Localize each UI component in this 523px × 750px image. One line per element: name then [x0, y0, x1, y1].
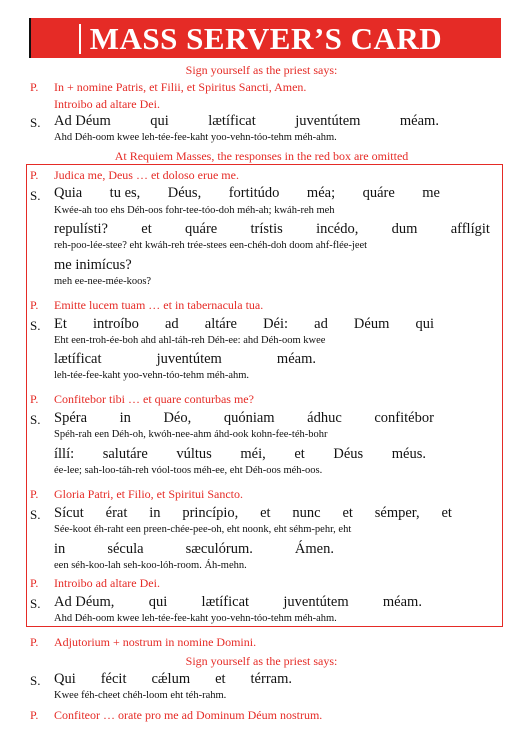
latin-word: qui [150, 113, 169, 129]
latin-line [54, 541, 334, 558]
latin-word: méam. [382, 594, 422, 610]
latin-word: et [260, 505, 271, 521]
priest-line-gloria: Gloria Patri, et Filio, et Spiritui Sancto. [54, 487, 243, 501]
priest-line-confitebor: Confitebor tibi … et quare conturbas me? [54, 392, 254, 406]
latin-word: méam. [399, 113, 439, 129]
requiem-note: At Requiem Masses, the responses in the red box are omitted [114, 149, 409, 163]
latin-word: et [342, 505, 353, 521]
phonetic-line: een séh-koo-lah seh-koo-lóh-room. Áh-mehn. [54, 560, 247, 571]
latin-word: íllí: [54, 446, 75, 462]
phonetic-line: leh-tée-fee-kaht yoo-vehn-tóo-tehm méh-ahm. [54, 370, 250, 381]
instruction-sign: Sign yourself as the priest says: [185, 654, 338, 668]
latin-line [54, 505, 452, 522]
priest-label: P. [30, 635, 39, 649]
latin-word: et [294, 446, 305, 462]
latin-word: ádhuc [307, 410, 342, 426]
latin-word: térram. [250, 671, 292, 687]
instruction-sign: Sign yourself as the priest says: [185, 63, 338, 77]
latin-word: ad [165, 316, 179, 332]
server-label: S. [30, 507, 41, 522]
phonetic-line: Kwee féh-cheet chéh-loom eht téh-rahm. [54, 690, 227, 701]
latin-word: salutáre [102, 446, 148, 462]
server-label: S. [30, 673, 41, 688]
latin-line [54, 316, 434, 333]
latin-word: qui [415, 316, 434, 332]
latin-word: méi, [240, 446, 266, 462]
phonetic-line: meh ee-nee-mée-koos? [54, 276, 152, 287]
latin-word: quáre [185, 221, 218, 237]
phonetic-line: Kwée-ah too ehs Déh-oos fohr-tee-tóo-doh méh-ah; kwáh-reh meh [54, 205, 335, 216]
latin-word: Ad Déum, [54, 594, 115, 610]
latin-line: me inimícus? [54, 257, 132, 273]
phonetic-line: Ahd Déh-oom kwee leh-tée-fee-kaht yoo-vehn-tóo-tehm méh-ahm. [54, 132, 337, 143]
latin-word: juventútem [295, 113, 361, 129]
latin-word: sécula [107, 541, 144, 557]
latin-word: Déus [333, 446, 364, 462]
latin-line [54, 221, 490, 238]
latin-word: lætíficat [201, 594, 250, 610]
phonetic-line: reh-poo-lée-stee? eht kwáh-reh trée-stees een-chéh-doh doom ahf-flée-jeet [54, 240, 368, 251]
phonetic-line: Ahd Déh-oom kwee leh-tée-fee-kaht yoo-vehn-tóo-tehm méh-ahm. [54, 613, 337, 624]
server-label: S. [30, 596, 41, 611]
latin-word: introíbo [92, 316, 139, 332]
phonetic-line: Spéh-rah een Déh-oh, kwóh-nee-ahm áhd-ook kohn-fee-téh-bohr [54, 429, 328, 440]
server-label: S. [30, 412, 41, 427]
server-label: S. [30, 318, 41, 333]
latin-word: in [119, 410, 131, 426]
latin-line [54, 446, 426, 463]
server-label: S. [30, 115, 41, 130]
latin-word: tu es, [109, 185, 141, 201]
priest-label: P. [30, 708, 39, 722]
latin-word: ad [314, 316, 328, 332]
latin-word: Spéra [54, 410, 88, 426]
latin-word: Ad Déum [54, 113, 111, 129]
phonetic-line: Eht een-troh-ée-boh ahd ahl-táh-reh Déh-ee: ahd Déh-oom kwee [54, 335, 326, 346]
latin-word: trístis [250, 221, 283, 237]
priest-line-introibo: Introibo ad altare Dei. [54, 97, 160, 111]
phonetic-line: Sée-koot éh-raht een preen-chée-pee-oh, eht noonk, eht séhm-pehr, eht [54, 524, 352, 535]
title-banner [29, 18, 501, 58]
latin-word: repulísti? [54, 221, 108, 237]
latin-word: confitébor [374, 410, 434, 426]
priest-label: P. [30, 80, 39, 94]
latin-word: méus. [391, 446, 426, 462]
latin-word: fortitúdo [228, 185, 280, 201]
latin-word: méa; [306, 185, 336, 201]
latin-word: qui [148, 594, 168, 610]
priest-label: P. [30, 392, 39, 406]
latin-word: quáre [362, 185, 395, 201]
priest-line-introibo-2: Introibo ad altare Dei. [54, 576, 160, 590]
latin-word: et [141, 221, 152, 237]
latin-word: Déo, [163, 410, 192, 426]
latin-word: in [149, 505, 161, 521]
latin-word: sæculórum. [185, 541, 253, 557]
latin-word: Déi: [263, 316, 289, 332]
latin-word: Et [54, 316, 67, 332]
latin-word: Déus, [167, 185, 202, 201]
latin-word: et [215, 671, 226, 687]
latin-word: sémper, [374, 505, 420, 521]
latin-word: incédo, [316, 221, 359, 237]
priest-label: P. [30, 487, 39, 501]
latin-word: Sícut [54, 505, 84, 521]
latin-word: Ámen. [294, 541, 334, 557]
latin-word: in [54, 541, 66, 557]
priest-label: P. [30, 576, 39, 590]
latin-word: Déum [353, 316, 390, 332]
latin-word: juventútem [156, 351, 222, 367]
latin-line [54, 351, 316, 368]
latin-word: princípio, [182, 505, 239, 521]
latin-word: érat [105, 505, 128, 521]
latin-word: fécit [100, 671, 127, 687]
latin-line [54, 113, 439, 130]
priest-line-judica: Judica me, Deus … et doloso erue me. [54, 168, 239, 182]
latin-word: et [441, 505, 452, 521]
latin-word: Quia [54, 185, 83, 201]
phonetic-line: ée-lee; sah-loo-táh-reh vóol-toos méh-ee, eht Déh-oos méh-oos. [54, 465, 323, 476]
latin-word: lætíficat [54, 351, 102, 367]
priest-line-confiteor: Confiteor … orate pro me ad Dominum Déum nostrum. [54, 708, 323, 722]
card-title: MASS SERVER’S CARD [89, 21, 443, 56]
latin-word: quóniam [223, 410, 275, 426]
latin-word: dum [391, 221, 418, 237]
latin-word: lætíficat [208, 113, 256, 129]
latin-line [54, 185, 440, 202]
latin-line [54, 671, 292, 688]
latin-word: Qui [54, 671, 76, 687]
latin-word: afflígit [450, 221, 490, 237]
latin-line [54, 594, 422, 611]
priest-line-in-nomine: In + nomine Patris, et Filii, et Spiritus Sancti, Amen. [54, 80, 307, 94]
priest-line-emitte: Emitte lucem tuam … et in tabernacula tua. [54, 298, 264, 312]
latin-word: méam. [276, 351, 316, 367]
priest-label: P. [30, 298, 39, 312]
server-label: S. [30, 188, 41, 203]
priest-label: P. [30, 168, 39, 182]
latin-word: altáre [204, 316, 237, 332]
priest-line-adjutorium: Adjutorium + nostrum in nomine Domini. [54, 635, 257, 649]
latin-word: nunc [292, 505, 321, 521]
latin-word: me [422, 185, 440, 201]
latin-word: juventútem [283, 594, 349, 610]
latin-word: cǽlum [151, 671, 191, 687]
latin-word: vúltus [176, 446, 212, 462]
latin-line [54, 410, 434, 427]
